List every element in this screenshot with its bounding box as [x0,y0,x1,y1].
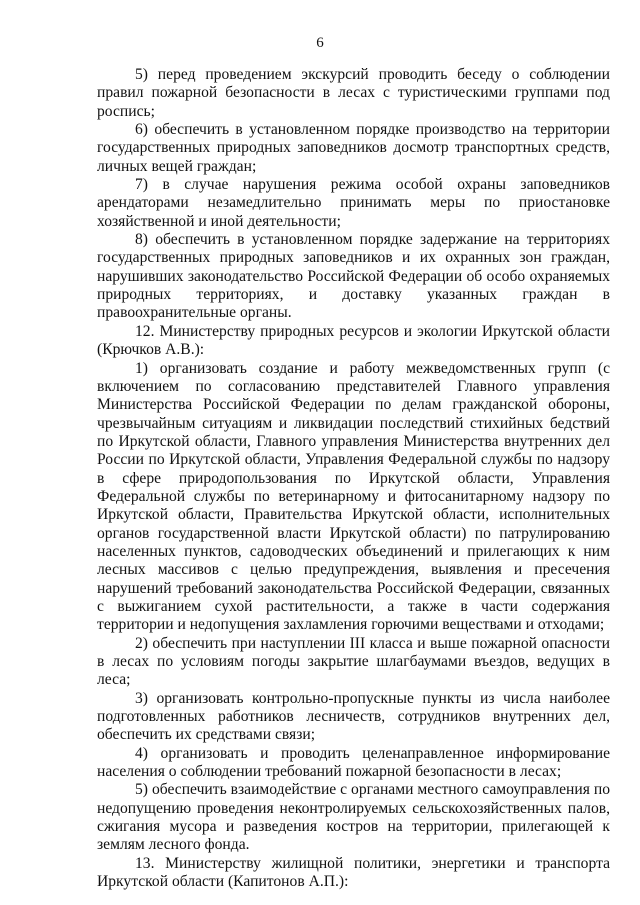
paragraph-item-8-detention: 8) обеспечить в установленном порядке задержание на территориях государственных природных заповедников и их охранных зон граждан, нарушивших законодательство Российской Федерации об особо охраняемых природных территориях, и доставку указанных граждан в правоохранительные органы. [97,231,610,322]
paragraph-item-1-interagency-groups: 1) организовать создание и работу межведомственных групп (с включением по согласованию представителей Главного управления Министерства Российской Федерации по делам гражданской обороны, чрезвычайным ситуациям и ликвидации последствий стихийных бедствий по Иркутской области, Главного управления Министерства внутренних дел России по Иркутской области, Управления Федеральной службы по надзору в сфере природопользования по Иркутской области, Управления Федеральной службы по ветеринарному и фитосанитарному надзору по Иркутской области, Правительства Иркутской области, исполнительных органов государственной власти Иркутской области) по патрулированию населенных пунктов, садоводческих объединений и прилегающих к ним лесных массивов с целью предупреждения, выявления и пресечения нарушений требований законодательства Российской Федерации, связанных с выжиганием сухой растительности, а также в части содержания территории и недопущения захламления горючими веществами и отходами; [97,359,610,634]
document-body [97,66,610,891]
page-number: 6 [316,35,324,51]
paragraph-item-6-inspection: 6) обеспечить в установленном порядке производство на территории государственных природных заповедников досмотр транспортных средств, личных вещей граждан; [97,121,610,175]
paragraph-item-3-checkpoints: 3) организовать контрольно-пропускные пункты из числа наиболее подготовленных работников лесничеств, сотрудников внутренних дел, обеспечить их средствами связи; [97,689,610,744]
paragraph-item-5-cooperation: 5) обеспечить взаимодействие с органами местного самоуправления по недопущению проведения неконтролируемых сельскохозяйственных палов, сжигания мусора и разведения костров на территории, прилегающей к землям лесного фонда. [97,781,610,854]
paragraph-item-7-violations: 7) в случае нарушения режима особой охраны заповедников арендаторами незамедлительно принимать меры по приостановке хозяйственной и иной деятельности; [97,176,610,230]
paragraph-item-4-informing: 4) организовать и проводить целенаправленное информирование населения о соблюдении требований пожарной безопасности в лесах; [97,744,610,781]
paragraph-section-12-heading: 12. Министерству природных ресурсов и экологии Иркутской области (Крючков А.В.): [97,322,610,359]
paragraph-section-13-heading: 13. Министерству жилищной политики, энергетики и транспорта Иркутской области (Капитонов А.П.): [97,854,610,891]
paragraph-item-2-barriers: 2) обеспечить при наступлении III класса и выше пожарной опасности в лесах по условиям погоды закрытие шлагбаумами въездов, ведущих в леса; [97,634,610,689]
paragraph-item-5-excursions: 5) перед проведением экскурсий проводить беседу о соблюдении правил пожарной безопасности в лесах с туристическими группами под роспись; [97,66,610,120]
